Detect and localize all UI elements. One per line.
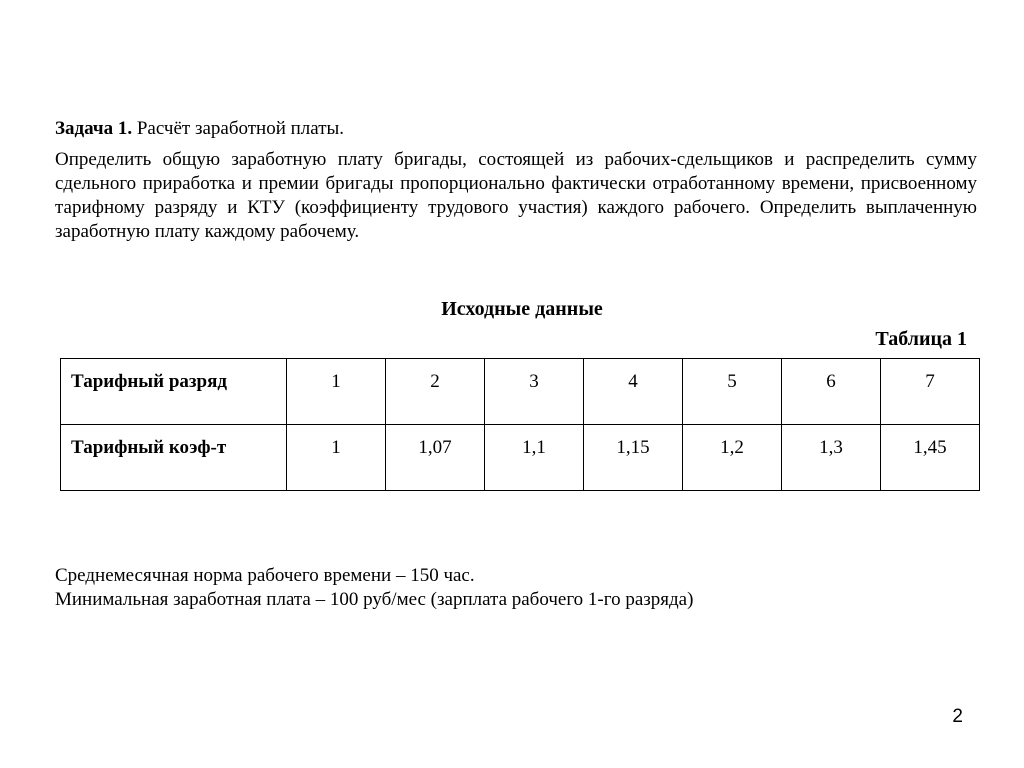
table-cell: 7 [881, 359, 980, 425]
table-cell: 3 [485, 359, 584, 425]
table-cell: 1,07 [386, 425, 485, 491]
table-cell: 1 [287, 425, 386, 491]
table-cell: 4 [584, 359, 683, 425]
table-cell: 1,1 [485, 425, 584, 491]
section-title: Исходные данные [441, 298, 603, 320]
table-cell: 1,3 [782, 425, 881, 491]
page-number: 2 [952, 706, 963, 727]
table-row-grade [61, 359, 980, 425]
task-label: Задача 1. [55, 118, 133, 139]
table-cell: 1,15 [584, 425, 683, 491]
table-cell: 5 [683, 359, 782, 425]
note-work-hours: Среднемесячная норма рабочего времени – 150 час. [55, 565, 475, 586]
task-description: Определить общую заработную плату бригады, состоящей из рабочих-сдельщиков и распределить сумму сдельного приработка и премии бригады пропорционально фактически отработанному времени, присвоенному тарифному разряду и КТУ (коэффициенту трудового участия) каждого рабочего. Определить выплаченную заработную плату каждому рабочему. [55, 149, 977, 242]
table-row-coefficient [61, 425, 980, 491]
table-label: Таблица 1 [875, 328, 967, 350]
table-cell: 2 [386, 359, 485, 425]
table-cell: 1 [287, 359, 386, 425]
task-heading [55, 117, 344, 141]
note-min-wage: Минимальная заработная плата – 100 руб/мес (зарплата рабочего 1-го разряда) [55, 589, 694, 610]
footer-notes [55, 564, 693, 612]
row-header: Тарифный разряд [61, 359, 287, 425]
task-title: Расчёт заработной платы. [132, 118, 345, 139]
table-cell: 1,2 [683, 425, 782, 491]
data-table [60, 358, 980, 491]
table-cell: 6 [782, 359, 881, 425]
table-cell: 1,45 [881, 425, 980, 491]
row-header: Тарифный коэф-т [61, 425, 287, 491]
